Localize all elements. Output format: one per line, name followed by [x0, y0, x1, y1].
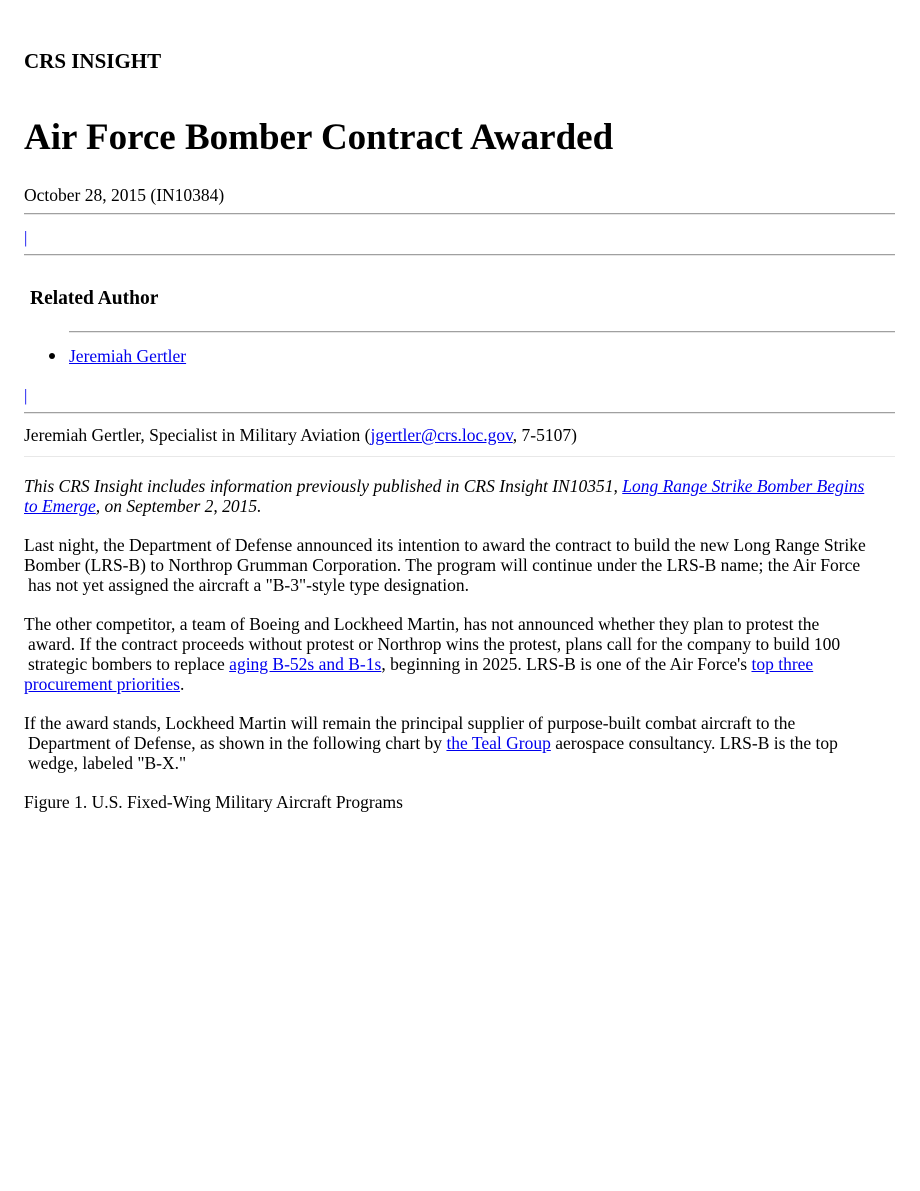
series-label: CRS INSIGHT [24, 49, 162, 73]
note-paragraph [24, 476, 899, 516]
email-link[interactable]: jgertler@crs.loc.gov [370, 425, 513, 445]
divider [69, 331, 895, 333]
priorities-link-continued[interactable]: procurement priorities [24, 674, 180, 694]
bullet-icon [49, 353, 55, 359]
text-line: If the award stands, Lockheed Martin will remain the principal supplier of purpose-built combat aircraft to the [24, 713, 796, 733]
body-paragraph-1 [24, 535, 899, 595]
text-line: Last night, the Department of Defense announced its intention to award the contract to build the new Long Range Strike [24, 535, 866, 555]
text-segment: strategic bombers to replace [28, 654, 230, 674]
note-text-end: , on September 2, 2015. [95, 496, 262, 516]
priorities-link[interactable]: top three [751, 654, 814, 674]
author-list [69, 346, 186, 367]
divider [24, 456, 895, 457]
related-author-heading: Related Author [30, 288, 159, 309]
stub-link-1[interactable] [24, 229, 27, 246]
figure-caption: Figure 1. U.S. Fixed-Wing Military Aircraft Programs [24, 792, 403, 812]
text-line: has not yet assigned the aircraft a "B-3"-style type designation. [28, 575, 469, 595]
contact-suffix: , 7-5107) [512, 425, 577, 445]
text-line: award. If the contract proceeds without protest or Northrop wins the protest, plans call for the company to build 100 [28, 634, 841, 654]
text-segment: . [180, 674, 185, 694]
stub-link-2[interactable] [24, 387, 27, 404]
page-title: Air Force Bomber Contract Awarded [24, 117, 614, 158]
stub-anchor-1[interactable]: | [24, 228, 28, 247]
divider [24, 412, 895, 414]
text-line: The other competitor, a team of Boeing and Lockheed Martin, has not announced whether they plan to protest the [24, 614, 820, 634]
author-link[interactable]: Jeremiah Gertler [69, 346, 187, 366]
note-link-continued[interactable]: to Emerge [24, 496, 96, 516]
body-paragraph-3 [24, 713, 899, 773]
author-contact [24, 425, 577, 446]
text-segment: Department of Defense, as shown in the following chart by [28, 733, 447, 753]
list-item [69, 346, 186, 367]
aging-bombers-link[interactable]: aging B-52s and B-1s [229, 654, 382, 674]
teal-group-link[interactable]: the Teal Group [446, 733, 551, 753]
body-paragraph-2 [24, 614, 899, 694]
note-link[interactable]: Long Range Strike Bomber Begins [622, 476, 865, 496]
text-line: wedge, labeled "B-X." [28, 753, 187, 773]
contact-prefix: Jeremiah Gertler, Specialist in Military Aviation ( [24, 425, 371, 445]
text-line: Bomber (LRS-B) to Northrop Grumman Corporation. The program will continue under the LRS-B name; the Air Force [24, 555, 861, 575]
divider [24, 213, 895, 215]
text-segment: , beginning in 2025. LRS-B is one of the Air Force's [381, 654, 752, 674]
note-text: This CRS Insight includes information previously published in CRS Insight IN10351, [24, 476, 623, 496]
text-segment: aerospace consultancy. LRS-B is the top [550, 733, 838, 753]
stub-anchor-2[interactable]: | [24, 386, 28, 405]
dateline: October 28, 2015 (IN10384) [24, 185, 225, 205]
divider [24, 254, 895, 256]
